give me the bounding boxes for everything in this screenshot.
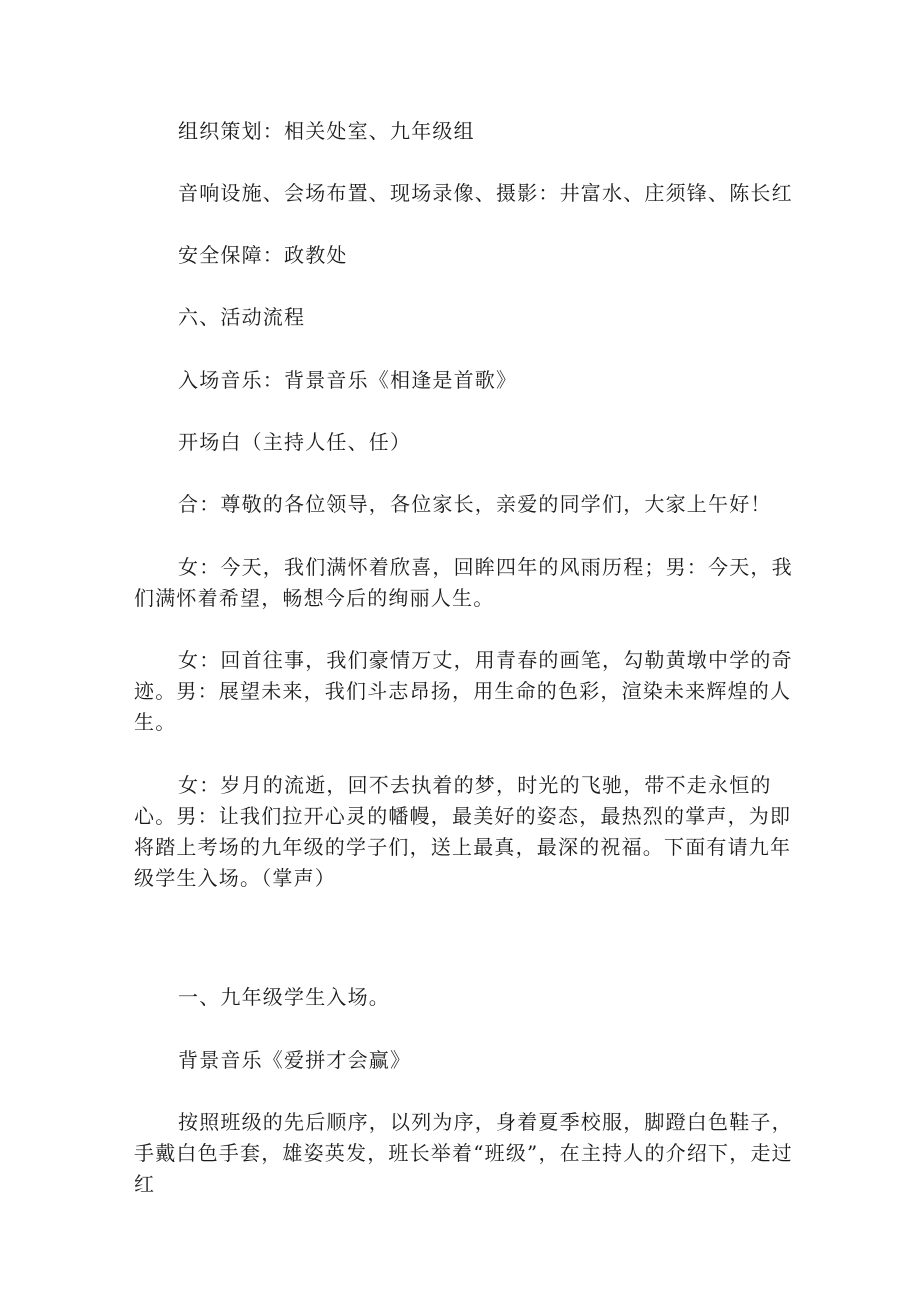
paragraph-dialogue-1: 女：今天，我们满怀着欣喜，回眸四年的风雨历程；男：今天，我们满怀着希望，畅想今后的绚丽人生。: [134, 555, 793, 610]
paragraph-opening: 开场白（主持人任、任）: [178, 430, 412, 454]
paragraph-security: 安全保障：政教处: [178, 243, 348, 267]
section-heading-activity-flow: 六、活动流程: [178, 305, 306, 329]
paragraph-organizer: 组织策划：相关处室、九年级组: [178, 119, 475, 143]
paragraph-dialogue-2: 女：回首往事，我们豪情万丈，用青春的画笔，勾勒黄墩中学的奇迹。男：展望未来，我们斗志昂扬，用生命的色彩，渲染未来辉煌的人生。: [134, 648, 793, 734]
paragraph-procession: 按照班级的先后顺序，以列为序，身着夏季校服，脚蹬白色鞋子，手戴白色手套，雄姿英发，班长举着“班级”，在主持人的介绍下，走过红: [134, 1110, 793, 1196]
paragraph-dialogue-3: 女：岁月的流逝，回不去执着的梦，时光的飞驰，带不走永恒的心。男：让我们拉开心灵的幡幔，最美好的姿态，最热烈的掌声，为即将踏上考场的九年级的学子们，送上最真，最深的祝福。下面有请九年级学生入场。（掌声）: [134, 773, 792, 890]
paragraph-entrance-music: 入场音乐：背景音乐《相逢是首歌》: [178, 368, 518, 392]
paragraph-background-music: 背景音乐《爱拼才会赢》: [178, 1048, 412, 1072]
paragraph-greeting: 合：尊敬的各位领导，各位家长，亲爱的同学们，大家上午好！: [178, 492, 772, 516]
paragraph-sound-staff: 音响设施、会场布置、现场录像、摄影：井富水、庄须锋、陈长红: [178, 181, 793, 205]
section-heading-students-enter: 一、九年级学生入场。: [178, 985, 390, 1009]
